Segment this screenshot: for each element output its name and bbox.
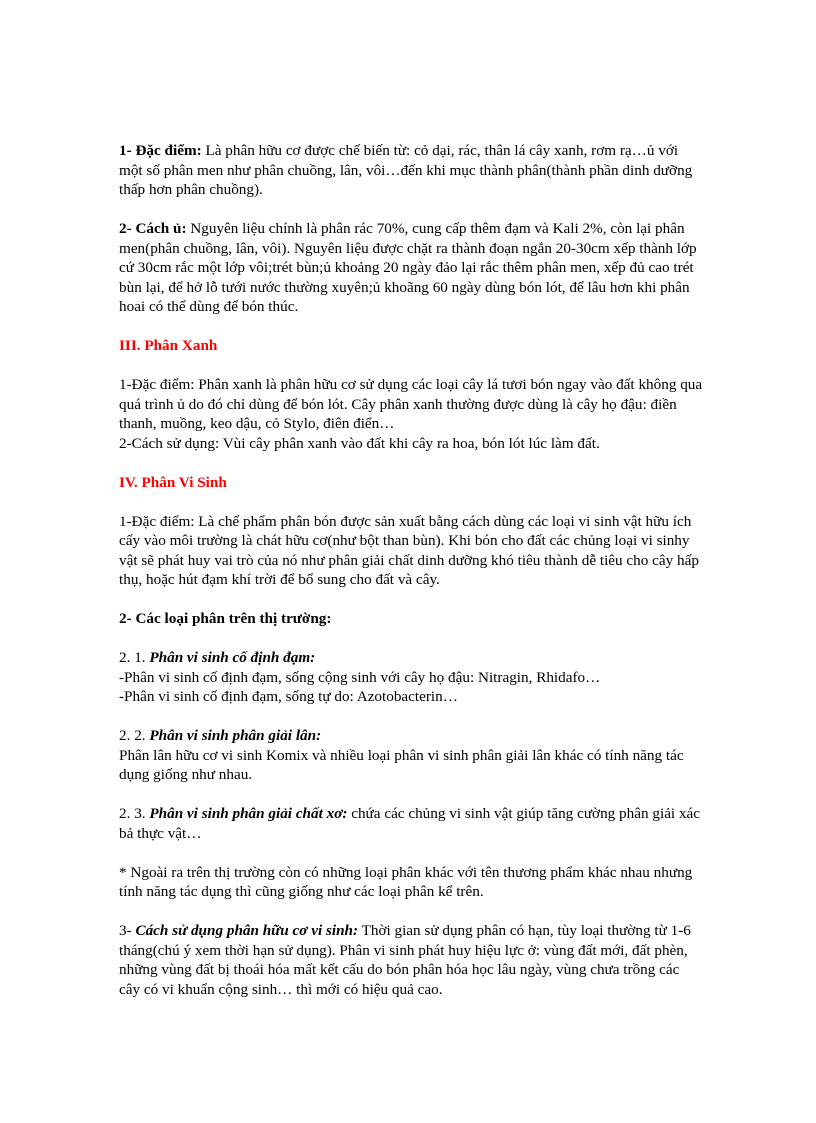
type-title: Phân vi sinh phân giải chất xơ: [149,805,348,822]
type-title: Phân vi sinh cố định đạm: [149,649,316,666]
type-text: Phân lân hữu cơ vi sinh Komix và nhiều loại phân vi sinh phân giải lân khác có tính năng tác dụng giống như nhau. [119,746,684,783]
type-phan-giai-chat-xo [119,804,704,843]
type-line: -Phân vi sinh cố định đạm, sống tự do: Azotobacterin… [119,688,458,705]
phan-xanh-dac-diem: 1-Đặc điểm: Phân xanh là phân hữu cơ sử dụng các loại cây lá tươi bón ngay vào đất không qua quá trình ủ do đó chỉ dùng để bón lót. Cây phân xanh thường được dùng là cây họ đậu: điền thanh, muồng, keo dậu, cỏ Stylo, điên điển… [119,376,703,432]
type-co-dinh-dam [119,648,704,707]
section-label: 1- Đặc điểm: [119,142,202,159]
usage-number: 3- [119,922,136,939]
type-number: 2. 3. [119,805,150,822]
usage-title: Cách sử dụng phân hữu cơ vi sinh: [135,922,359,939]
type-number: 2. 1. [119,649,150,666]
section-text: Là phân hữu cơ được chế biến từ: cỏ dại, rác, thân lá cây xanh, rơm rạ…ủ với một số phân men như phân chuồng, lân, vôi…đến khi mục thành phân(thành phần dinh dưỡng thấp hơn phân chuồng). [119,142,693,198]
type-number: 2. 2. [119,727,150,744]
section-dac-diem [119,141,704,200]
vi-sinh-dac-diem: 1-Đặc điểm: Là chế phẩm phân bón được sản xuất bằng cách dùng các loại vi sinh vật hữu ích cấy vào môi trường là chát hữu cơ(như bột than bùn). Khi bón cho đất các chủng loại vi sinhy vật sẽ phát huy vai trò của nó như phân giải chất dinh dưỡng khó tiêu thành dễ tiêu cho cây hấp thụ, hoặc hút đạm khí trời để bổ sung cho đất và cây. [119,512,699,588]
section-label: 2- Cách ủ: [119,220,187,237]
heading-phan-vi-sinh: IV. Phân Vi Sinh [119,473,227,491]
heading-cac-loai-phan: 2- Các loại phân trên thị trường: [119,610,332,627]
type-title: Phân vi sinh phân giải lân: [149,727,322,744]
usage-paragraph [119,921,704,999]
type-text: chứa các chủng vi sinh vật giúp tăng cường phân giải xác bả thực vật… [119,805,701,842]
type-phan-giai-lan [119,726,704,785]
phan-xanh-body [119,375,704,453]
type-line: -Phân vi sinh cố định đạm, sống cộng sinh với cây họ đậu: Nitragin, Rhidafo… [119,668,601,686]
section-cach-u [119,219,704,317]
note-paragraph: * Ngoài ra trên thị trường còn có những loại phân khác với tên thương phẩm khác nhau nhưng tính năng tác dụng thì cũng giống như các loại phân kể trên. [119,863,693,900]
document-page [119,141,704,1019]
phan-xanh-cach-su-dung: 2-Cách sử dụng: Vùi cây phân xanh vào đất khi cây ra hoa, bón lót lúc làm đất. [119,434,600,452]
section-text: Nguyên liệu chính là phân rác 70%, cung cấp thêm đạm và Kali 2%, còn lại phân men(phân chuồng, lân, vôi). Nguyên liệu được chặt ra thành đoạn ngắn 20-30cm xếp thành lớp cứ 30cm rắc một lớp vôi;trét bùn;ủ khoảng 20 ngày đảo lại rắc thêm phân men, xếp đủ cao trét bùn lại, để hở lỗ tưới nước thường xuyên;ủ khoãng 60 ngày dùng bón lót, để lâu hơn khi phân hoai có thể dùng để bón thúc. [119,220,697,315]
usage-text: Thời gian sử dụng phân có hạn, tùy loại thường từ 1-6 tháng(chú ý xem thời hạn sử dụng). Phân vi sinh phát huy hiệu lực ở: vùng đất mới, đất phèn, những vùng đất bị thoái hóa mất kết cấu do bón phân hóa học lâu ngày, vùng chưa trồng các cây có vi khuẩn cộng sinh… thì mới có hiệu quả cao. [119,922,691,998]
heading-phan-xanh: III. Phân Xanh [119,337,218,354]
